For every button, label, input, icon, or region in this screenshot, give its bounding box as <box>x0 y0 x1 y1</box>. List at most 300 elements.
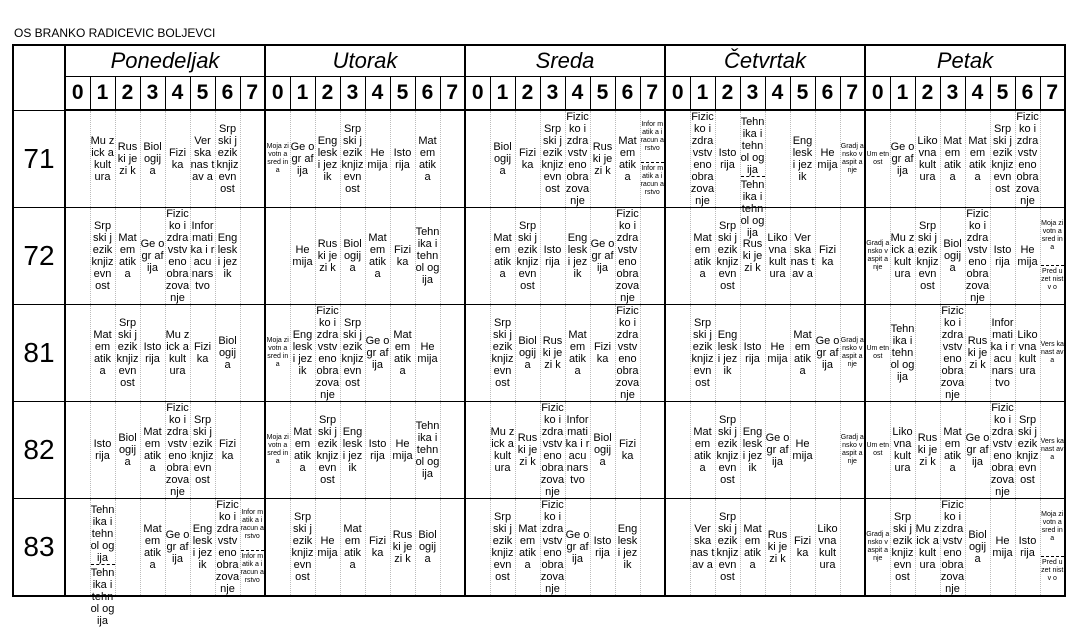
lesson-subject: Mat em atik a <box>568 329 587 377</box>
hour-header: 3 <box>140 77 165 111</box>
lesson-cell <box>465 499 490 597</box>
class-row <box>13 110 1065 208</box>
lesson-cell <box>665 305 690 402</box>
lesson-cell <box>640 305 665 402</box>
lesson-subject: Mu zick a kult ura <box>490 426 515 474</box>
lesson-cell <box>1015 402 1040 499</box>
lesson-subject: Srp ski jezik knjiz evn ost <box>341 317 364 389</box>
lesson-cell <box>690 110 715 208</box>
lesson-cell <box>440 499 465 597</box>
lesson-subject: Liko vna kult ura <box>767 232 788 280</box>
class-row <box>13 499 1065 597</box>
lesson-cell <box>490 208 515 305</box>
lesson-split <box>241 504 265 590</box>
lesson-subject: Fizic ko i zdra vstv eno obra zova nje <box>565 111 590 207</box>
lesson-subject: Mat em atik a <box>393 329 412 377</box>
lesson-cell <box>915 305 940 402</box>
lesson-cell <box>265 110 290 208</box>
lesson-subject: Rus ki jezi k <box>967 335 988 371</box>
lesson-cell <box>340 208 365 305</box>
lesson-subject: Srp ski jezik knjiz evn ost <box>716 511 739 583</box>
lesson-subject: Eng lesk i jez ik <box>567 232 588 280</box>
lesson-cell <box>940 305 965 402</box>
lesson-cell <box>190 402 215 499</box>
lesson-subject: Fizic ko i zdra vstv eno obra zova nje <box>940 305 965 401</box>
hour-header: 7 <box>640 77 665 111</box>
lesson-cell <box>740 402 765 499</box>
lesson-cell <box>315 402 340 499</box>
lesson-cell <box>915 402 940 499</box>
hour-header: 6 <box>615 77 640 111</box>
hour-header: 2 <box>115 77 140 111</box>
hour-header: 1 <box>90 77 115 111</box>
lesson-subject: Rus ki jezi k <box>317 238 338 274</box>
hour-header: 4 <box>365 77 390 111</box>
lesson-subject: Eng lesk i jez ik <box>217 232 238 280</box>
lesson-subject: Mat em atik a <box>118 232 137 280</box>
class-label: 72 <box>13 208 65 305</box>
lesson-subject: Fizic ko i zdra vstv eno obra zova nje <box>540 499 565 595</box>
lesson-cell <box>65 499 90 597</box>
lesson-cell <box>515 499 540 597</box>
lesson-subject: Fizic ko i zdra vstv eno obra zova nje <box>540 402 565 498</box>
lesson-subject: Fizic ko i zdra vstv eno obra zova nje <box>940 499 965 595</box>
lesson-cell <box>465 402 490 499</box>
hour-header: 5 <box>590 77 615 111</box>
lesson-cell <box>940 208 965 305</box>
lesson-subject: Ge ogr afija <box>815 335 840 371</box>
lesson-subject: Mat em atik a <box>143 523 162 571</box>
lesson-cell <box>315 110 340 208</box>
hour-header: 3 <box>740 77 765 111</box>
lesson-subject: Ge ogr afija <box>965 432 990 468</box>
lesson-subject: Infor matik a i racun arstvo <box>240 508 264 540</box>
lesson-cell <box>990 402 1015 499</box>
lesson-subject: Gradj ansko vaspit anje <box>866 240 890 271</box>
lesson-split <box>90 504 115 627</box>
lesson-subject: Srp ski jezik knjiz evn ost <box>291 511 314 583</box>
lesson-subject: Srp ski jezik knjiz evn ost <box>491 317 514 389</box>
lesson-cell <box>590 305 615 402</box>
lesson-subject: Mat em atik a <box>693 232 712 280</box>
hour-header: 2 <box>715 77 740 111</box>
lesson-cell <box>940 402 965 499</box>
lesson-subject: Mat em atik a <box>368 232 387 280</box>
lesson-subject: Eng lesk i jez ik <box>717 329 738 377</box>
lesson-cell <box>340 499 365 597</box>
lesson-cell <box>290 402 315 499</box>
lesson-subject: Isto rija <box>543 244 562 268</box>
lesson-subject: Tehnika i tehnol ogija <box>415 226 440 286</box>
lesson-subject: Mat em atik a <box>93 329 112 377</box>
hour-header: 7 <box>840 77 865 111</box>
lesson-cell <box>965 110 990 208</box>
lesson-cell <box>490 305 515 402</box>
lesson-cell <box>815 110 840 208</box>
lesson-cell <box>365 402 390 499</box>
lesson-subject: Biol ogij a <box>118 432 137 468</box>
lesson-subject: Srp ski jezik knjiz evn ost <box>716 220 739 292</box>
lesson-subject: He mija <box>367 147 388 171</box>
lesson-subject: He mija <box>767 341 788 365</box>
lesson-subject: Eng lesk i jez ik <box>342 426 363 474</box>
lesson-cell <box>240 499 265 597</box>
day-header: Utorak <box>265 45 465 77</box>
lesson-cell <box>290 305 315 402</box>
lesson-subject: Fizic ko i zdra vstv eno obra zova nje <box>615 305 640 401</box>
lesson-subject: Biol ogij a <box>518 335 537 371</box>
hour-header: 4 <box>165 77 190 111</box>
lesson-cell <box>140 305 165 402</box>
lesson-cell <box>990 305 1015 402</box>
lesson-subject: Liko vna kult ura <box>817 523 838 571</box>
lesson-subject: Srp ski jezik knjiz evn ost <box>691 317 714 389</box>
lesson-cell <box>815 305 840 402</box>
lesson-cell <box>790 499 815 597</box>
lesson-subject: Srp ski jezik knjiz evn ost <box>91 220 114 292</box>
lesson-cell <box>1040 402 1065 499</box>
lesson-subject: Tehnika i tehnol ogija <box>890 323 915 383</box>
lesson-cell <box>515 402 540 499</box>
lesson-cell <box>690 499 715 597</box>
lesson-cell <box>490 499 515 597</box>
lesson-cell <box>415 208 440 305</box>
hour-header: 2 <box>515 77 540 111</box>
lesson-cell <box>215 208 240 305</box>
lesson-cell <box>340 110 365 208</box>
lesson-cell <box>965 208 990 305</box>
lesson-cell <box>90 402 115 499</box>
lesson-subject: Isto rija <box>143 341 162 365</box>
lesson-cell <box>665 110 690 208</box>
lesson-cell <box>790 402 815 499</box>
lesson-subject: Ver ska nas tav a <box>790 232 815 280</box>
lesson-subject: Mat em atik a <box>618 135 637 183</box>
lesson-cell <box>390 208 415 305</box>
lesson-cell <box>65 402 90 499</box>
hour-header-row <box>13 77 1065 111</box>
lesson-cell <box>740 305 765 402</box>
lesson-cell <box>165 402 190 499</box>
lesson-subject: Infor mati ka i racu nars tvo <box>565 414 590 486</box>
lesson-subject: He mija <box>417 341 438 365</box>
lesson-cell <box>940 499 965 597</box>
lesson-subject: Ge ogr afija <box>565 529 590 565</box>
lesson-subject: Fizi ka <box>218 438 237 462</box>
lesson-cell <box>715 402 740 499</box>
lesson-cell <box>415 110 440 208</box>
lesson-subject: Gradj ansko vaspit anje <box>866 531 890 562</box>
lesson-subject: Isto rija <box>743 341 762 365</box>
lesson-cell <box>365 110 390 208</box>
lesson-cell <box>865 208 890 305</box>
lesson-cell <box>715 305 740 402</box>
lesson-subject: Tehnika i tehnol ogija <box>90 504 115 564</box>
lesson-subject: Gradj ansko vaspit anje <box>840 143 864 174</box>
lesson-subject: Fizic ko i zdra vstv eno obra zova nje <box>990 402 1015 498</box>
lesson-cell <box>1040 208 1065 305</box>
hour-header: 0 <box>465 77 490 111</box>
lesson-cell <box>865 110 890 208</box>
lesson-cell <box>540 110 565 208</box>
lesson-subject: Um etn ost <box>866 151 890 166</box>
lesson-cell <box>290 110 315 208</box>
lesson-cell <box>540 208 565 305</box>
lesson-subject: Tehnika i tehnol ogija <box>415 420 440 480</box>
lesson-cell <box>665 499 690 597</box>
lesson-cell <box>590 110 615 208</box>
lesson-subject: Isto rija <box>393 147 412 171</box>
lesson-cell <box>890 499 915 597</box>
hour-header: 7 <box>1040 77 1065 111</box>
hour-header: 4 <box>565 77 590 111</box>
lesson-subject: Tehnika i tehnol ogija <box>91 564 115 627</box>
lesson-subject: He mija <box>1017 244 1038 268</box>
lesson-subject: Rus ki jezi k <box>117 141 138 177</box>
lesson-subject: He mija <box>392 438 413 462</box>
lesson-subject: Fizi ka <box>193 341 212 365</box>
class-label: 82 <box>13 402 65 499</box>
lesson-cell <box>1040 110 1065 208</box>
lesson-cell <box>190 499 215 597</box>
lesson-cell <box>615 499 640 597</box>
lesson-subject: Um etn ost <box>866 442 890 457</box>
lesson-subject: Mu zick a kult ura <box>90 135 115 183</box>
lesson-subject: Biol ogij a <box>593 432 612 468</box>
hour-header: 0 <box>265 77 290 111</box>
lesson-subject: Fizic ko i zdra vstv eno obra zova nje <box>215 499 240 595</box>
lesson-cell <box>715 110 740 208</box>
timetable <box>12 44 1066 627</box>
lesson-subject: Eng lesk i jez ik <box>192 523 213 571</box>
lesson-subject: Um etn ost <box>866 345 890 360</box>
lesson-cell <box>165 110 190 208</box>
lesson-cell <box>765 402 790 499</box>
lesson-cell <box>215 305 240 402</box>
lesson-subject: Ge ogr afija <box>765 432 790 468</box>
class-row <box>13 208 1065 305</box>
lesson-subject: Mat em atik a <box>943 135 962 183</box>
lesson-cell <box>265 305 290 402</box>
lesson-subject: Fizi ka <box>393 244 412 268</box>
lesson-subject: Srp ski jezik knjiz evn ost <box>191 414 214 486</box>
lesson-cell <box>115 208 140 305</box>
lesson-cell <box>765 110 790 208</box>
lesson-cell <box>315 499 340 597</box>
lesson-cell <box>490 402 515 499</box>
lesson-cell <box>1015 110 1040 208</box>
hour-header: 2 <box>315 77 340 111</box>
lesson-subject: Fizi ka <box>168 147 187 171</box>
lesson-cell <box>340 305 365 402</box>
lesson-subject: Rus ki jezi k <box>392 529 413 565</box>
lesson-cell <box>490 110 515 208</box>
lesson-subject: Biol ogij a <box>968 529 987 565</box>
lesson-subject: Liko vna kult ura <box>892 426 913 474</box>
lesson-cell <box>165 305 190 402</box>
lesson-cell <box>115 499 140 597</box>
hour-header: 6 <box>815 77 840 111</box>
lesson-subject: Infor matik a i racun arstvo <box>640 120 664 152</box>
hour-header: 2 <box>915 77 940 111</box>
lesson-subject: Srp ski jezik knjiz evn ost <box>716 414 739 486</box>
lesson-cell <box>290 208 315 305</box>
lesson-subject: Biol ogij a <box>343 238 362 274</box>
lesson-subject: He mija <box>817 147 838 171</box>
lesson-cell <box>565 110 590 208</box>
class-label: 83 <box>13 499 65 597</box>
lesson-cell <box>690 305 715 402</box>
lesson-cell <box>915 110 940 208</box>
lesson-cell <box>240 402 265 499</box>
lesson-subject: Rus ki jezi k <box>767 529 788 565</box>
lesson-cell <box>615 402 640 499</box>
lesson-subject: Mat em atik a <box>343 523 362 571</box>
hour-header: 1 <box>490 77 515 111</box>
lesson-cell <box>265 499 290 597</box>
lesson-subject: Tehnika i tehnol ogija <box>741 176 765 239</box>
lesson-cell <box>140 208 165 305</box>
lesson-cell <box>840 499 865 597</box>
lesson-cell <box>1040 305 1065 402</box>
lesson-cell <box>390 110 415 208</box>
lesson-subject: Biol ogij a <box>418 529 437 565</box>
lesson-cell <box>90 110 115 208</box>
hour-header: 0 <box>65 77 90 111</box>
lesson-cell <box>740 110 765 239</box>
lesson-cell <box>115 402 140 499</box>
lesson-cell <box>265 402 290 499</box>
lesson-cell <box>515 305 540 402</box>
lesson-cell <box>1015 499 1040 597</box>
lesson-subject: Fizi ka <box>593 341 612 365</box>
lesson-subject: Fizic ko i zdra vstv eno obra zova nje <box>1015 111 1040 207</box>
lesson-cell <box>115 305 140 402</box>
lesson-cell <box>290 499 315 597</box>
lesson-subject: Biol ogij a <box>943 238 962 274</box>
lesson-subject: Biol ogij a <box>143 141 162 177</box>
hour-header: 3 <box>540 77 565 111</box>
lesson-cell <box>165 208 190 305</box>
lesson-split <box>641 116 665 202</box>
lesson-cell <box>365 208 390 305</box>
hour-header: 0 <box>665 77 690 111</box>
day-header: Sreda <box>465 45 665 77</box>
lesson-cell <box>215 402 240 499</box>
lesson-cell <box>240 305 265 402</box>
lesson-subject: Fizi ka <box>618 438 637 462</box>
lesson-subject: Fizic ko i zdra vstv eno obra zova nje <box>690 111 715 207</box>
lesson-split <box>1041 504 1065 590</box>
lesson-cell <box>840 402 865 499</box>
lesson-subject: Liko vna kult ura <box>917 135 938 183</box>
lesson-cell <box>940 110 965 208</box>
lesson-cell <box>515 110 540 208</box>
lesson-cell <box>765 499 790 597</box>
lesson-cell <box>990 499 1015 597</box>
lesson-cell <box>790 305 815 402</box>
lesson-subject: Fizic ko i zdra vstv eno obra zova nje <box>615 208 640 304</box>
class-row <box>13 402 1065 499</box>
lesson-cell <box>465 208 490 305</box>
lesson-subject: Fizic ko i zdra vstv eno obra zova nje <box>165 208 190 304</box>
lesson-cell <box>90 499 115 627</box>
lesson-cell <box>440 110 465 208</box>
lesson-cell <box>390 402 415 499</box>
lesson-subject: Isto rija <box>368 438 387 462</box>
hour-header: 1 <box>890 77 915 111</box>
lesson-subject: Rus ki jezi k <box>517 432 538 468</box>
lesson-cell <box>640 208 665 305</box>
lesson-cell <box>590 499 615 597</box>
lesson-subject: Ver ska nas tav a <box>690 523 715 571</box>
lesson-subject: Srp ski jezik knjiz evn ost <box>216 123 239 195</box>
lesson-cell <box>865 402 890 499</box>
lesson-cell <box>590 402 615 499</box>
lesson-subject: Isto rija <box>993 244 1012 268</box>
lesson-subject: He mija <box>317 535 338 559</box>
lesson-subject: Ge ogr afija <box>590 238 615 274</box>
lesson-subject: Infor mati ka i racu nars tvo <box>990 317 1015 389</box>
corner-cell <box>13 45 65 110</box>
lesson-subject: Fizi ka <box>793 535 812 559</box>
lesson-subject: Moja zivotn a sred ina <box>266 143 289 174</box>
lesson-subject: Mat em atik a <box>293 426 312 474</box>
lesson-cell <box>640 402 665 499</box>
lesson-subject: Infor matik a i racun arstvo <box>241 550 265 585</box>
lesson-subject: Gradj ansko vaspit anje <box>840 434 864 465</box>
lesson-cell <box>165 499 190 597</box>
lesson-subject: Rus ki jezi k <box>917 432 938 468</box>
lesson-subject: Srp ski jezik knjiz evn ost <box>116 317 139 389</box>
lesson-cell <box>665 208 690 305</box>
hour-header: 5 <box>390 77 415 111</box>
lesson-subject: Gradj ansko vaspit anje <box>840 337 864 368</box>
lesson-subject: Ge ogr afija <box>140 238 165 274</box>
lesson-subject: Vers ka nast ava <box>1040 341 1064 364</box>
lesson-subject: Moja zivotn a sred ina <box>266 337 289 368</box>
class-row <box>13 305 1065 402</box>
lesson-cell <box>515 208 540 305</box>
lesson-cell <box>565 208 590 305</box>
hour-header: 7 <box>240 77 265 111</box>
lesson-subject: Ver ska nas tav a <box>190 135 215 183</box>
hour-header: 1 <box>290 77 315 111</box>
lesson-subject: Rus ki jezi k <box>742 238 763 274</box>
lesson-subject: Isto rija <box>593 535 612 559</box>
lesson-cell <box>615 208 640 305</box>
lesson-cell <box>965 305 990 402</box>
lesson-cell <box>915 208 940 305</box>
lesson-subject: Liko vna kult ura <box>1017 329 1038 377</box>
lesson-subject: Fizi ka <box>368 535 387 559</box>
lesson-cell <box>1015 305 1040 402</box>
hour-header: 6 <box>1015 77 1040 111</box>
lesson-subject: Isto rija <box>1018 535 1037 559</box>
lesson-cell <box>390 499 415 597</box>
lesson-subject: Mu zick a kult ura <box>890 232 915 280</box>
lesson-cell <box>590 208 615 305</box>
lesson-cell <box>415 499 440 597</box>
hour-header: 6 <box>415 77 440 111</box>
lesson-subject: Mat em atik a <box>143 426 162 474</box>
lesson-cell <box>890 208 915 305</box>
lesson-cell <box>615 305 640 402</box>
hour-header: 4 <box>965 77 990 111</box>
lesson-cell <box>615 110 640 208</box>
lesson-cell <box>690 208 715 305</box>
class-label: 71 <box>13 110 65 208</box>
